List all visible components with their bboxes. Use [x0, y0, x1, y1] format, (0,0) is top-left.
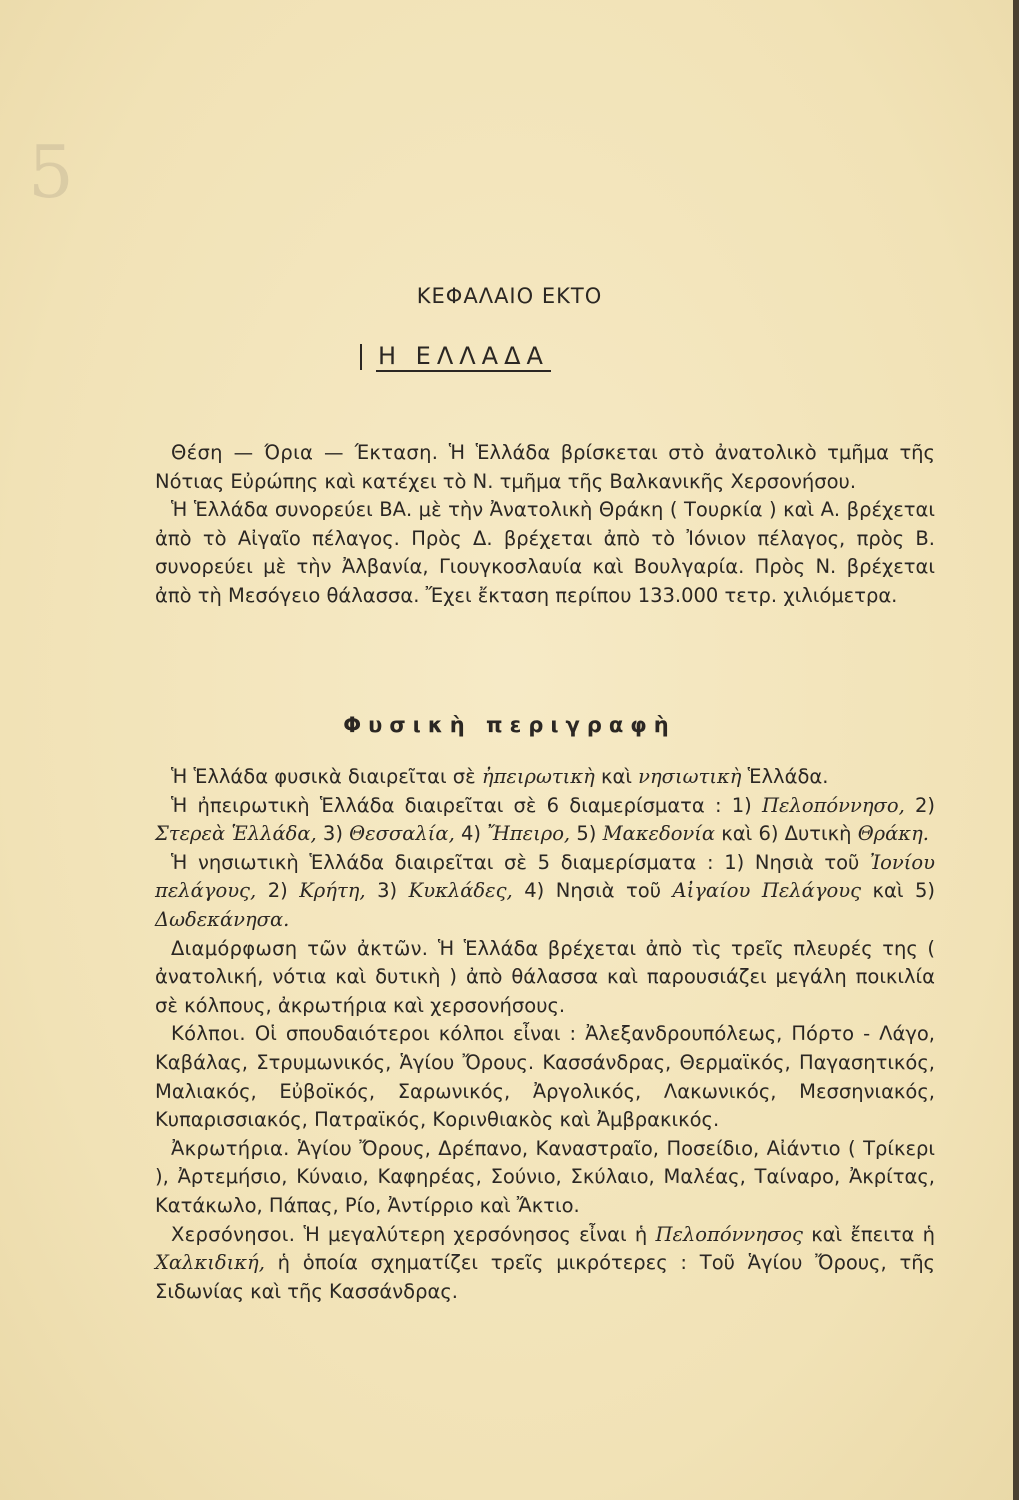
physical-block [155, 763, 935, 1306]
intro-paragraph-1: Θέση — Όρια — Έκταση. Ἡ Ἑλλάδα βρίσκεται στὸ ἀνατολικὸ τμῆμα τῆς Νότιας Εὐρώπης καὶ κατέχει τὸ Ν. τμῆμα τῆς Βαλκανικῆς Χερσονήσου. [155, 441, 935, 493]
title-text: Η ΕΛΛΑΔΑ [378, 342, 549, 370]
intro-block [155, 439, 935, 611]
physical-paragraph-2: Ἡ ἠπειρωτικὴ Ἑλλάδα διαιρεῖται σὲ 6 διαμερίσματα : 1) Πελοπόννησο, 2) Στερεὰ Ἑλλάδα, 3) Θεσσαλία, 4) Ἤπειρο, 5) Μακεδονία καὶ 6) Δυτικὴ Θράκη. [155, 793, 935, 846]
intro-paragraph-2: Ἡ Ἑλλάδα συνορεύει ΒΑ. μὲ τὴν Ἀνατολικὴ Θράκη ( Τουρκία ) καὶ Α. βρέχεται ἀπὸ τὸ Αἰγαῖο πέλαγος. Πρὸς Δ. βρέχεται ἀπὸ τὸ Ἰόνιον πέλαγος, πρὸς Β. συνορεύει μὲ τὴν Ἀλβανία, Γιουγκοσλαυία καὶ Βουλγαρία. Πρὸς Ν. βρέχεται ἀπὸ τὴ Μεσόγειο θάλασσα. Ἔχει ἔκταση περίπου 133.000 τετρ. χιλιόμετρα. [155, 498, 935, 607]
chapter-heading: ΚΕΦΑΛΑΙΟ ΕΚΤΟ [416, 284, 603, 308]
physical-paragraph-1: Ἡ Ἑλλάδα φυσικὰ διαιρεῖται σὲ ἠπειρωτικὴ καὶ νησιωτικὴ Ἑλλάδα. [171, 765, 829, 788]
capes-paragraph: Ἀκρωτήρια. Ἁγίου Ὄρους, Δρέπανο, Καναστραῖο, Ποσείδιο, Αἰάντιο ( Τρίκερι ), Ἀρτεμήσιο, Κύναιο, Καφηρέας, Σούνιο, Σκύλαιο, Μαλέας, Ταίναρο, Ἀκρίτας, Κατάκωλο, Πάπας, Ρίο, Ἀντίρριο καὶ Ἄκτιο. [155, 1136, 935, 1217]
coasts-paragraph: Διαμόρφωση τῶν ἀκτῶν. Ἡ Ἑλλάδα βρέχεται ἀπὸ τὶς τρεῖς πλευρές της ( ἀνατολική, νότια καὶ δυτικὴ ) ἀπὸ θάλασσα καὶ παρουσιάζει μεγάλη ποικιλία σὲ κόλπους, ἀκρωτήρια καὶ χερσονήσους. [155, 936, 935, 1017]
page-edge [1013, 0, 1019, 1500]
coasts-heading: Διαμόρφωση τῶν ἀκτῶν. [171, 936, 429, 960]
chapter-title [360, 342, 551, 370]
section-heading-physical: Φυσικὴ περιγραφὴ [343, 713, 676, 737]
peninsulas-paragraph: Χερσόνησοι. Ἡ μεγαλύτερη χερσόνησος εἶναι ἡ Πελοπόννησος καὶ ἔπειτα ἡ Χαλκιδική, ἡ ὁποία σχηματίζει τρεῖς μικρότερες : Τοῦ Ἁγίου Ὄρους, τῆς Σιδωνίας καὶ τῆς Κασσάνδρας. [155, 1222, 935, 1303]
gulfs-paragraph: Κόλποι. Οἱ σπουδαιότεροι κόλποι εἶναι : Ἀλεξανδρουπόλεως, Πόρτο - Λάγο, Καβάλας, Στρυμωνικός, Ἁγίου Ὄρους. Κασσάνδρας, Θερμαϊκός, Παγασητικός, Μαλιακός, Εὐβοϊκός, Σαρωνικός, Ἀργολικός, Λακωνικός, Μεσσηνιακός, Κυπαρισσιακός, Πατραϊκός, Κορινθιακὸς καὶ Ἀμβρακικός. [155, 1022, 936, 1132]
faded-stamp-mark: 5 [28, 130, 74, 214]
capes-heading: Ἀκρωτήρια. [171, 1136, 290, 1160]
gulfs-heading: Κόλποι. [171, 1022, 246, 1046]
peninsulas-heading: Χερσόνησοι. [171, 1222, 296, 1246]
intro-heading: Θέση — Όρια — Έκταση. [171, 441, 439, 464]
physical-paragraph-3: Ἡ νησιωτικὴ Ἑλλάδα διαιρεῖται σὲ 5 διαμερίσματα : 1) Νησιὰ τοῦ Ἰονίου πελάγους, 2) Κρήτη, 3) Κυκλάδες, 4) Νησιὰ τοῦ Αἰγαίου Πελάγους καὶ 5) Δωδεκάνησα. [155, 850, 935, 931]
title-bracket [360, 344, 362, 370]
